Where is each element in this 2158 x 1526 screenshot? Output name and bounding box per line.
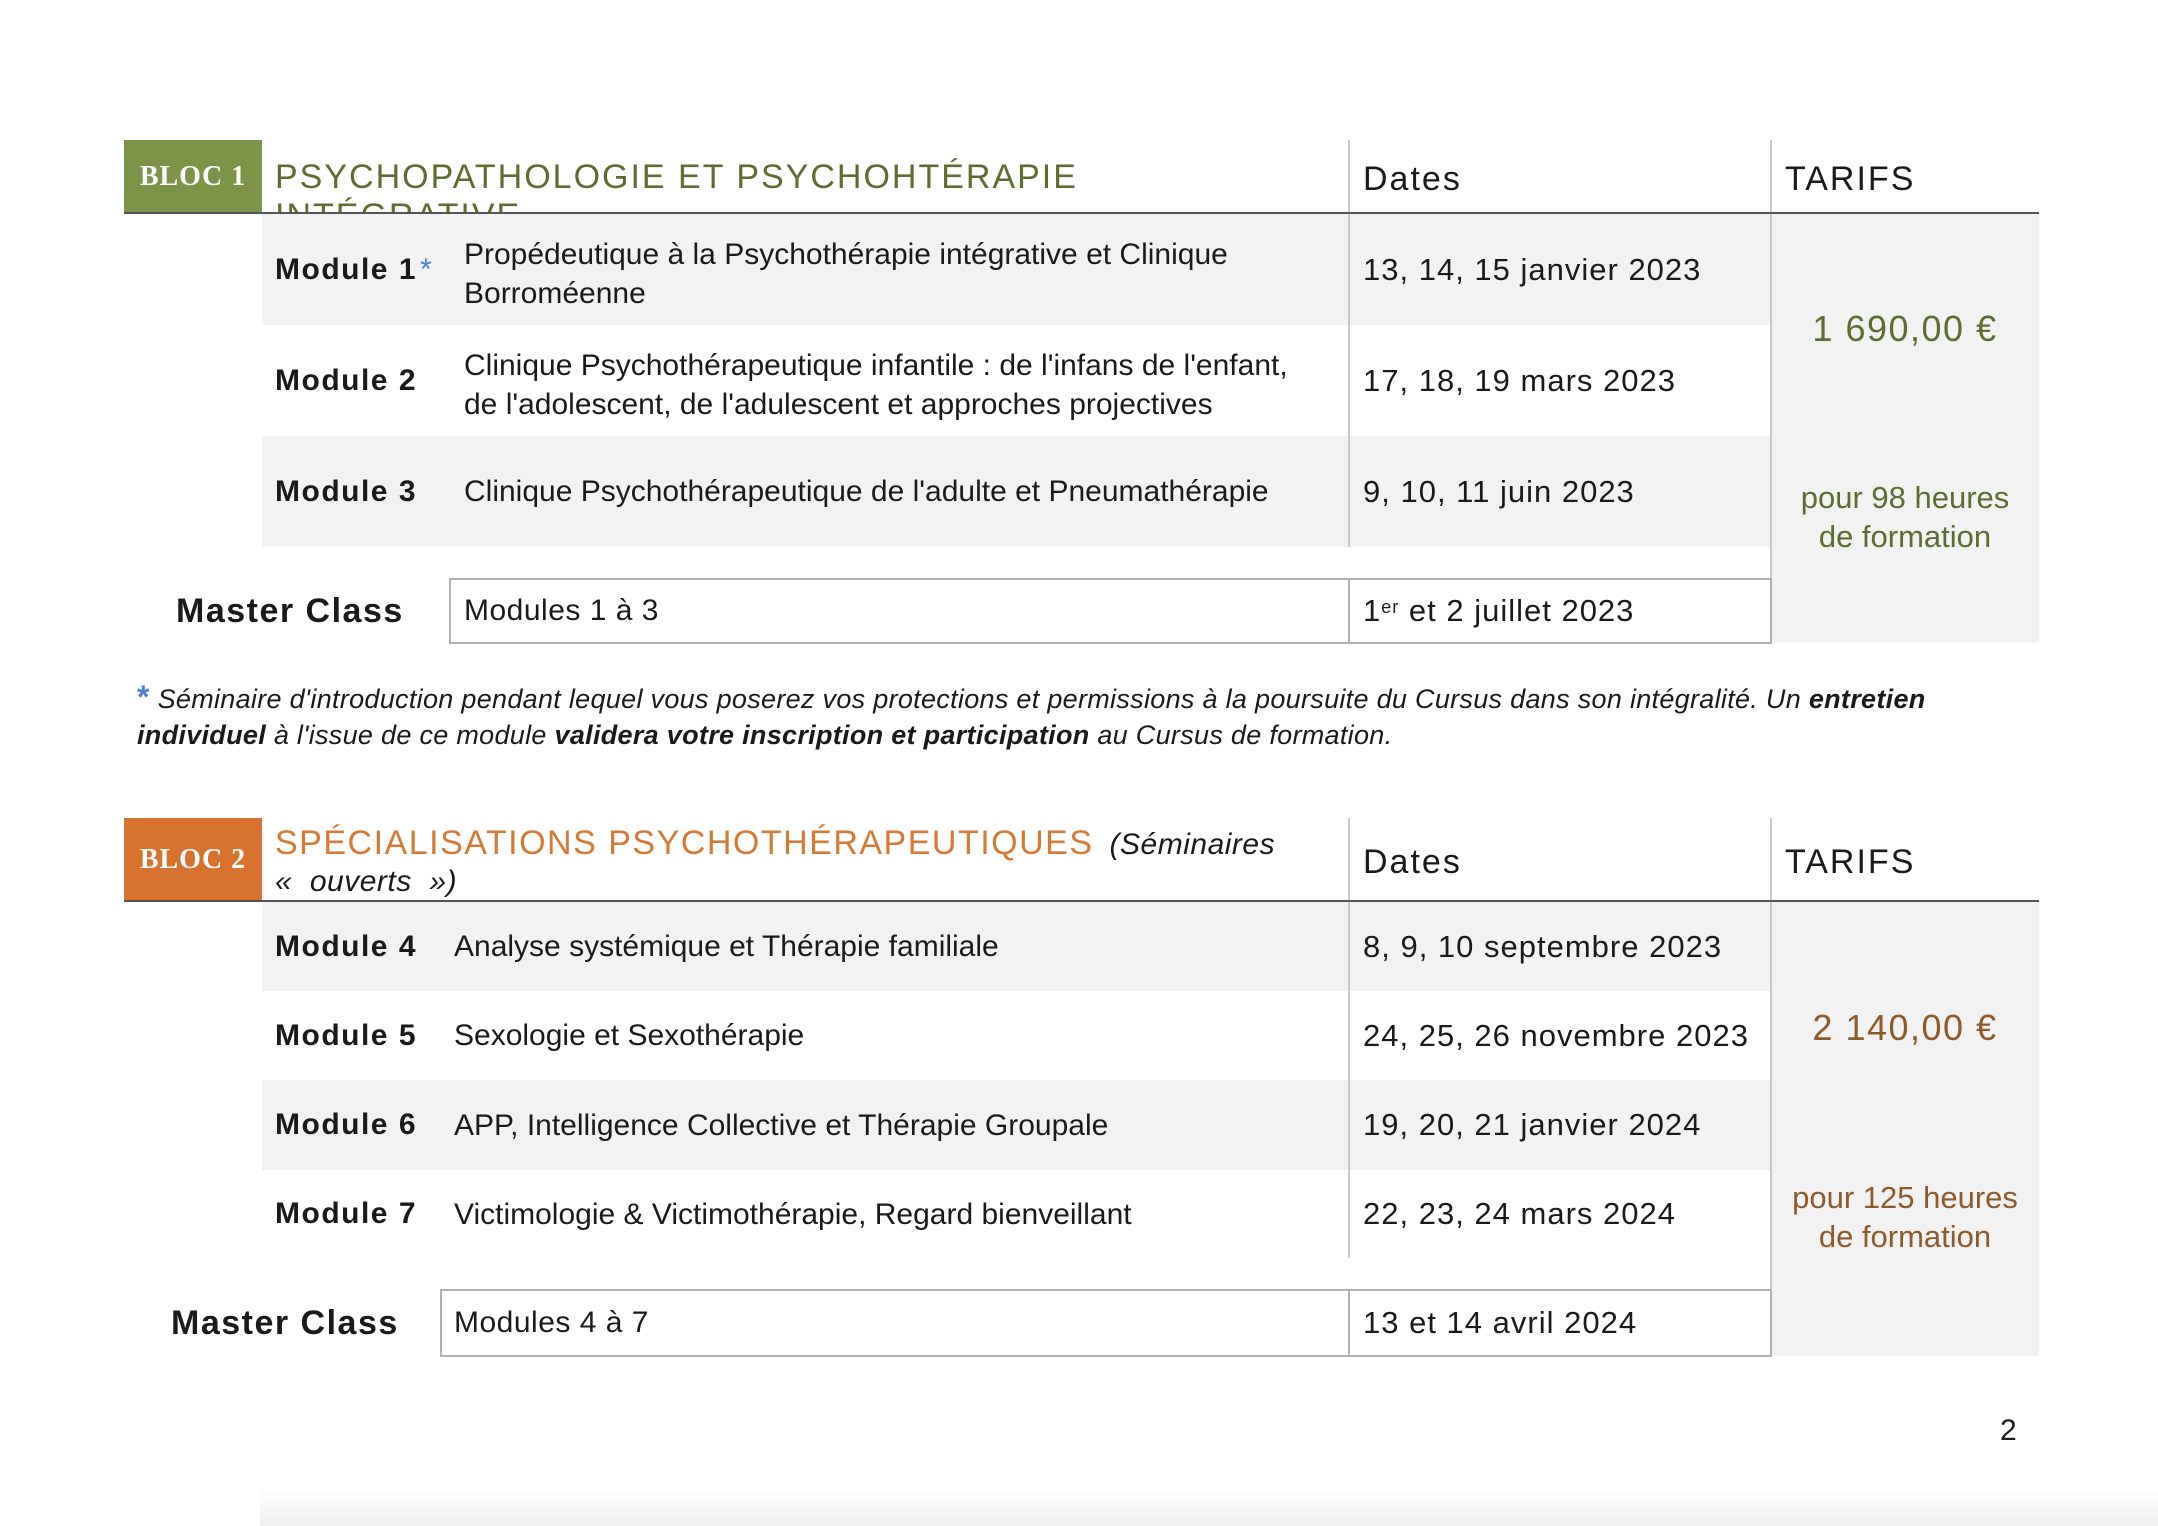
bloc2-tarifs-header: TARIFS [1785,843,1916,881]
bloc1-master-class-label: Master Class [176,591,404,630]
bloc1-master-class-dates: 1 $^{er}$ et 2 juillet 2023 [1363,593,1635,628]
bloc2-module7-dates: 22, 23, 24 mars 2024 [1363,1196,1676,1231]
bloc2-module6-dates: 19, 20, 21 janvier 2024 [1363,1107,1702,1142]
bloc1-master-class-desc: Modules 1 à 3 [464,594,659,627]
page-number: 2 [2000,1414,2017,1447]
bloc2-master-class-dates: 13 et 14 avril 2024 [1363,1305,1638,1340]
bloc2-title: SPÉCIALISATIONS PSYCHOTHÉRAPEUTIQUES (Séminaires « ouverts ») [275,824,1276,898]
bloc2-module6-desc: APP, Intelligence Collective et Thérapie Groupale [454,1108,1109,1142]
asterisk-icon: * [420,252,434,286]
bloc2-price: 2 140,00 € [1812,1007,1998,1048]
bloc1-tag: BLOC 1 [124,140,262,214]
page-bottom-shadow [260,1488,2158,1526]
bloc1-module1-desc: Propédeutique à la Psychothérapie intégrative et Clinique Borroméenne [464,238,1228,310]
bloc1-module2-desc: Clinique Psychothérapeutique infantile : de l'infans de l'enfant, de l'adolescent, de l'adulescent et approches projectives [464,349,1288,421]
bloc2-module4-desc: Analyse systémique et Thérapie familiale [454,930,999,963]
bloc2-tag: BLOC 2 [124,818,262,902]
bloc2-tarifs-cell [1771,902,2039,1356]
bloc1-module2-dates: 17, 18, 19 mars 2023 [1363,362,1676,398]
bloc2-master-class-desc: Modules 4 à 7 [454,1306,649,1339]
bloc2-module7-desc: Victimologie & Victimothérapie, Regard bienveillant [454,1197,1132,1231]
bloc2-dates-header: Dates [1363,843,1462,881]
bloc2-module6-name: Module 6 [275,1108,418,1141]
bloc2-module4-name: Module 4 [275,929,418,963]
bloc2-module5-name: Module 5 [275,1018,418,1052]
bloc1-tarifs-cell [1771,214,2039,643]
bloc2-hours: pour 125 heures de formation [1792,1180,2018,1254]
bloc2-module4-dates: 8, 9, 10 septembre 2023 [1363,928,1723,964]
bloc1-module2-name: Module 2 [275,363,418,397]
bloc1-module3-dates: 9, 10, 11 juin 2023 [1363,473,1635,509]
bloc1-module3-desc: Clinique Psychothérapeutique de l'adulte et Pneumathérapie [464,475,1269,508]
bloc1-module1-name: Module 1 * [275,252,434,286]
bloc1-dates-header: Dates [1363,160,1462,198]
footnote: * Séminaire d'introduction pendant lequel vous poserez vos protections et permissions à la poursuite du Cursus dans son intégralité. Un entretien individuel à l'issue de ce module validera votre inscription et participation au Cursus de formation. [137,679,1926,750]
bloc1-title: PSYCHOPATHOLOGIE ET PSYCHOHTÉRAPIE [275,158,1078,196]
bloc2-module5-dates: 24, 25, 26 novembre 2023 [1363,1017,1749,1053]
bloc1-price: 1 690,00 € [1812,308,1998,349]
bloc2-master-class-label: Master Class [171,1303,399,1342]
bloc2-module7-name: Module 7 [275,1197,418,1230]
bloc1-tarifs-header: TARIFS [1785,160,1916,198]
bloc2-module5-desc: Sexologie et Sexothérapie [454,1019,805,1052]
bloc1-hours: pour 98 heures de formation [1800,480,2010,554]
bloc1-module1-dates: 13, 14, 15 janvier 2023 [1363,251,1702,287]
bloc1-module3-name: Module 3 [275,474,418,508]
asterisk-icon: * [137,679,150,715]
